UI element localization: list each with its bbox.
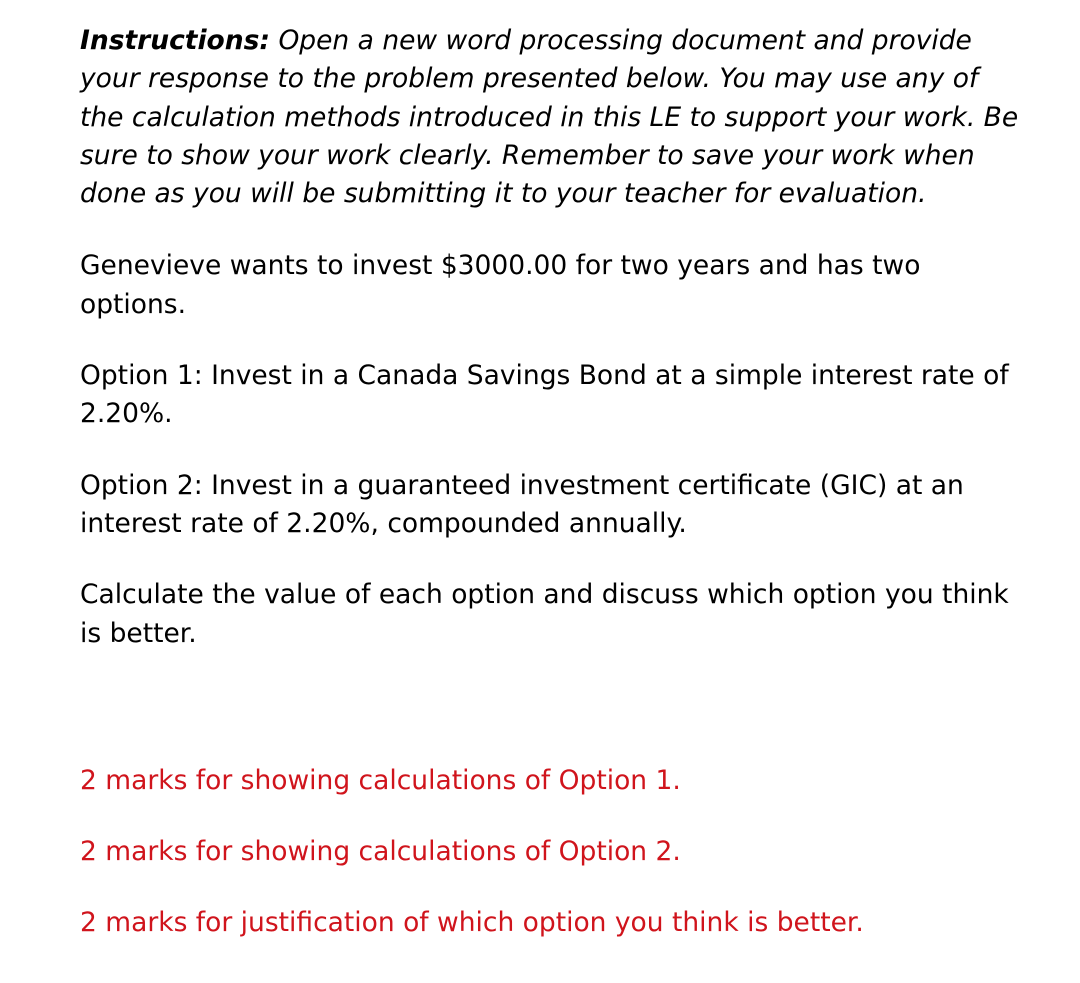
instructions-paragraph bbox=[80, 22, 1020, 213]
document-body bbox=[80, 22, 1020, 943]
instructions-text: Open a new word processing document and provide your response to the problem presented below. You may use any of the calculation methods introduced in this LE to support your work. Be sure to show your work clearly. Remember to save your work when done as you will be submitting it to your teacher for evaluation. bbox=[80, 25, 1019, 210]
instructions-label: Instructions: bbox=[80, 25, 271, 56]
option-1-text: Option 1: Invest in a Canada Savings Bond at a simple interest rate of 2.20%. bbox=[80, 360, 1009, 430]
marking-item-3: 2 marks for justification of which option you think is better. bbox=[80, 907, 864, 939]
marking-item-2: 2 marks for showing calculations of Option 2. bbox=[80, 836, 681, 868]
marking-item-1: 2 marks for showing calculations of Option 1. bbox=[80, 764, 681, 796]
problem-intro: Genevieve wants to invest $3000.00 for two years and has two options. bbox=[80, 250, 921, 320]
task-text: Calculate the value of each option and discuss which option you think is better. bbox=[80, 579, 1009, 649]
option-2-text: Option 2: Invest in a guaranteed investment certificate (GIC) at an interest rate of 2.20%, compounded annually. bbox=[80, 469, 964, 539]
